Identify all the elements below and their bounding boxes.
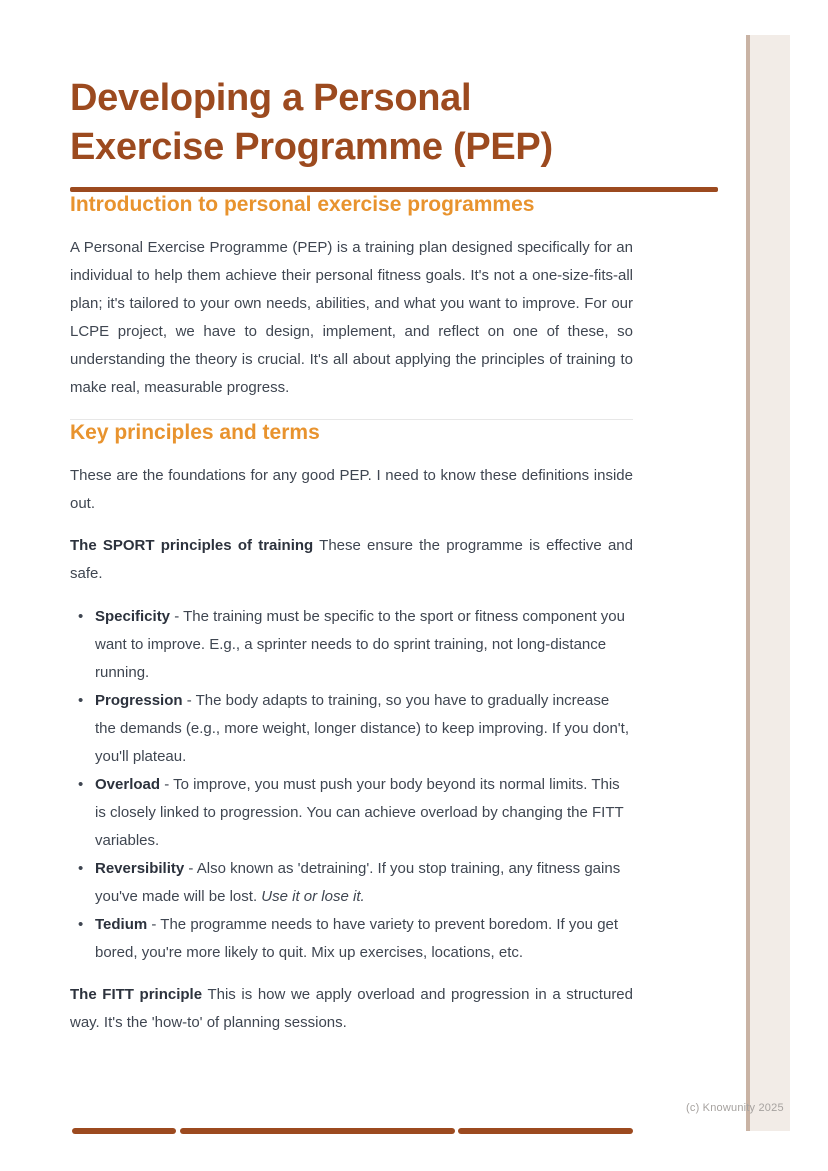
fitt-principle-lead: The FITT principle (70, 986, 203, 1003)
section-heading-key-principles: Key principles and terms (70, 421, 320, 444)
reversibility-italic-note: Use it or lose it. (261, 888, 365, 905)
fitt-principle-text: This is how we apply overload and progression in a structured way. It's the 'how-to' of planning sessions. (70, 986, 633, 1031)
next-page-border-segment-2 (180, 1128, 455, 1134)
desc-overload: - To improve, you must push your body beyond its normal limits. This is closely linked to progression. You can achieve overload by changing the FITT variables. (95, 776, 624, 849)
introduction-paragraph: A Personal Exercise Programme (PEP) is a training plan designed specifically for an individual to help them achieve their personal fitness goals. It's not a one-size-fits-all plan; it's tailored to your own needs, abilities, and what you want to improve. For our LCPE project, we have to design, implement, and reflect on one of these, so understanding the theory is crucial. It's all about applying the principles of training to make real, measurable progress. (70, 239, 633, 396)
sport-principles-list (70, 603, 633, 967)
list-item-reversibility (70, 855, 633, 911)
sport-principles-lead: The SPORT principles of training (70, 537, 314, 554)
page-title-line-2: Exercise Programme (PEP) (70, 126, 553, 168)
sport-principles-paragraph (70, 532, 633, 588)
section-heading-introduction: Introduction to personal exercise programmes (70, 193, 535, 216)
bullet-icon: • (78, 608, 84, 625)
desc-reversibility: - Also known as 'detraining'. If you stop training, any fitness gains you've made will be lost. (95, 860, 621, 905)
bullet-icon: • (78, 776, 84, 793)
document-page (70, 74, 718, 1037)
page-title (70, 74, 718, 172)
list-item-tedium (70, 911, 633, 967)
next-page-border-segment-3 (458, 1128, 633, 1134)
term-specificity: Specificity (95, 608, 171, 625)
term-overload: Overload (95, 776, 161, 793)
bullet-icon: • (78, 916, 84, 933)
term-progression: Progression (95, 692, 183, 709)
next-page-border-segment-1 (72, 1128, 176, 1134)
sport-principles-text: These ensure the programme is effective and safe. (70, 537, 633, 582)
fitt-principle-paragraph (70, 981, 633, 1037)
page-edge-strip (746, 35, 790, 1131)
bullet-icon: • (78, 860, 84, 877)
list-item-specificity (70, 603, 633, 687)
term-reversibility: Reversibility (95, 860, 185, 877)
knowunity-watermark: (c) Knowunity 2025 (686, 1102, 784, 1114)
desc-progression: - The body adapts to training, so you have to gradually increase the demands (e.g., more weight, longer distance) to keep improving. If you don't, you'll plateau. (95, 692, 629, 765)
desc-specificity: - The training must be specific to the sport or fitness component you want to improve. E.g., a sprinter needs to do sprint training, not long-distance running. (95, 608, 625, 681)
desc-tedium: - The programme needs to have variety to prevent boredom. If you get bored, you're more likely to quit. Mix up exercises, locations, etc. (95, 916, 619, 961)
key-principles-intro-paragraph: These are the foundations for any good PEP. I need to know these definitions inside out. (70, 467, 633, 512)
bullet-icon: • (78, 692, 84, 709)
list-item-progression (70, 687, 633, 771)
page-title-line-1: Developing a Personal (70, 77, 472, 119)
term-tedium: Tedium (95, 916, 148, 933)
list-item-overload (70, 771, 633, 855)
